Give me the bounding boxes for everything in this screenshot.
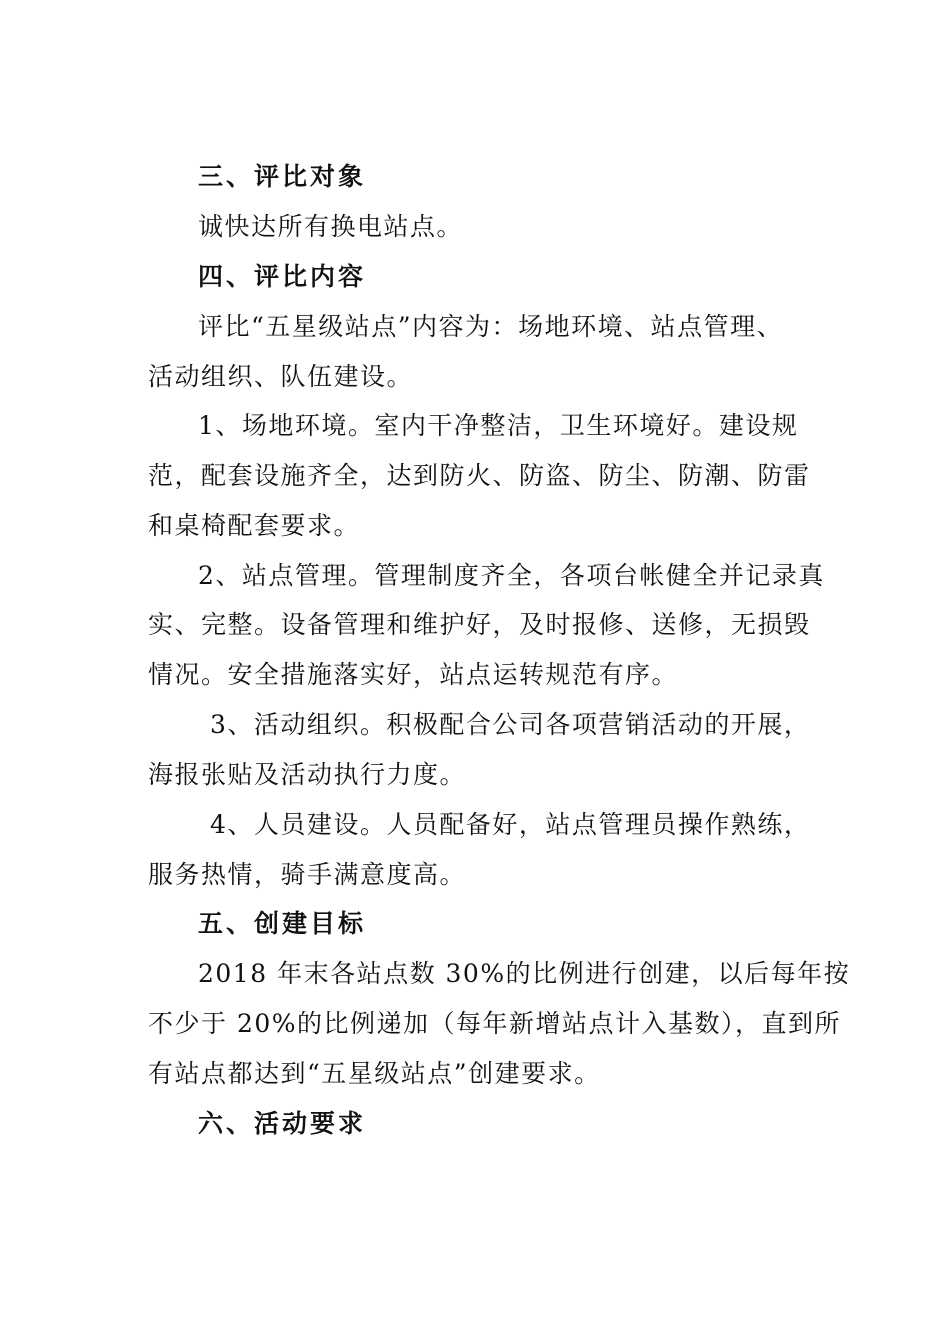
paragraph-line: 服务热情，骑手满意度高。 — [148, 860, 467, 889]
paragraph-line: 不少于 20%的比例递加（每年新增站点计入基数），直到所 — [148, 1009, 842, 1038]
paragraph-line: 范，配套设施齐全，达到防火、防盗、防尘、防潮、防雷 — [148, 461, 811, 490]
paragraph-line: 有站点都达到“五星级站点”创建要求。 — [148, 1059, 601, 1088]
paragraph-line: 4、人员建设。人员配备好，站点管理员操作熟练， — [210, 810, 811, 839]
paragraph-line: 情况。安全措施落实好，站点运转规范有序。 — [148, 660, 679, 689]
paragraph-line: 2、站点管理。管理制度齐全，各项台帐健全并记录真 — [198, 561, 825, 590]
paragraph-line: 评比“五星级站点”内容为：场地环境、站点管理、 — [198, 312, 784, 341]
section-heading: 五、创建目标 — [198, 909, 367, 938]
section-heading: 三、评比对象 — [198, 162, 367, 191]
paragraph-line: 2018 年末各站点数 30%的比例进行创建，以后每年按 — [198, 959, 851, 988]
paragraph-line: 1、场地环境。室内干净整洁，卫生环境好。建设规 — [198, 411, 799, 440]
section-heading: 四、评比内容 — [198, 262, 367, 291]
paragraph-line: 活动组织、队伍建设。 — [148, 362, 414, 391]
section-heading: 六、活动要求 — [198, 1109, 367, 1138]
paragraph-line: 诚快达所有换电站点。 — [198, 212, 464, 241]
paragraph-line: 海报张贴及活动执行力度。 — [148, 760, 467, 789]
paragraph-line: 3、活动组织。积极配合公司各项营销活动的开展， — [210, 710, 811, 739]
paragraph-line: 和桌椅配套要求。 — [148, 511, 361, 540]
paragraph-line: 实、完整。设备管理和维护好，及时报修、送修，无损毁 — [148, 610, 811, 639]
